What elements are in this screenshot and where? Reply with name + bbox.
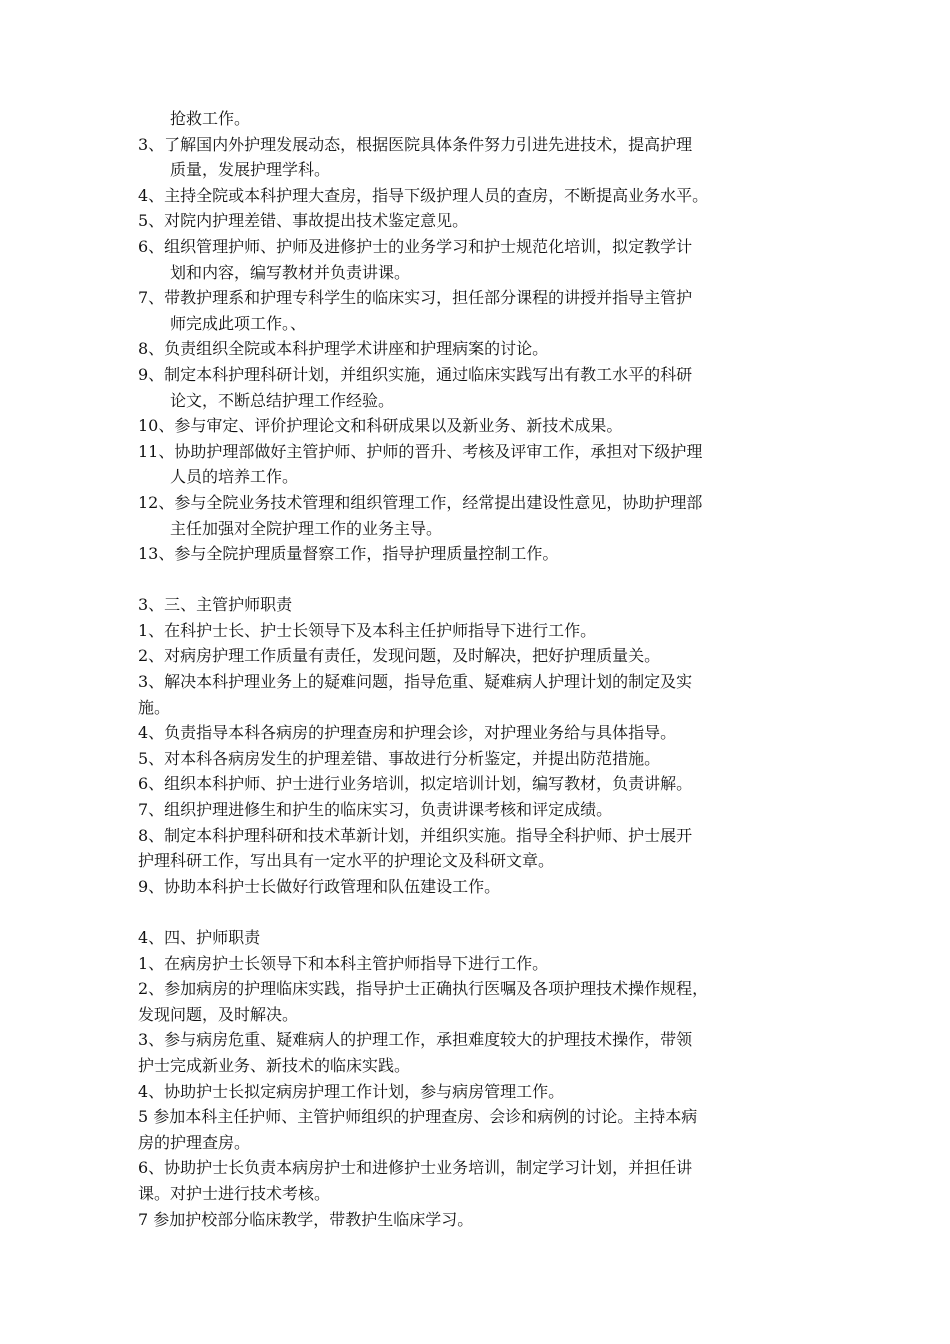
list-item-9-line2: 论文，不断总结护理工作经验。 bbox=[170, 390, 395, 410]
section4-line: 2、参加病房的护理临床实践，指导护士正确执行医嘱及各项护理技术操作规程， bbox=[138, 979, 709, 999]
list-item-7-line2: 师完成此项工作。、 bbox=[170, 313, 307, 333]
list-item-9-line1: 9、制定本科护理科研计划，并组织实施，通过临床实践写出有教工水平的科研 bbox=[138, 364, 693, 384]
section3-line: 4、负责指导本科各病房的护理查房和护理会诊，对护理业务给与具体指导。 bbox=[138, 723, 677, 743]
section4-line: 4、协助护士长拟定病房护理工作计划，参与病房管理工作。 bbox=[138, 1081, 565, 1101]
section-heading-supervisor-nurse: 3、三、主管护师职责 bbox=[138, 595, 293, 615]
section3-line: 施。 bbox=[138, 697, 171, 717]
section4-line: 7 参加护校部分临床教学，带教护生临床学习。 bbox=[138, 1209, 474, 1229]
continuation-line: 抢救工作。 bbox=[170, 109, 251, 128]
list-item-3-line2: 质量，发展护理学科。 bbox=[170, 160, 331, 180]
list-item-13: 13、参与全院护理质量督察工作，指导护理质量控制工作。 bbox=[138, 544, 559, 564]
list-item-11-line1: 11、协助护理部做好主管护师、护师的晋升、考核及评审工作，承担对下级护理 bbox=[138, 441, 703, 461]
section3-line: 7、组织护理进修生和护生的临床实习，负责讲课考核和评定成绩。 bbox=[138, 800, 613, 820]
section3-line: 5、对本科各病房发生的护理差错、事故进行分析鉴定，并提出防范措施。 bbox=[138, 748, 661, 768]
list-item-12-line2: 主任加强对全院护理工作的业务主导。 bbox=[170, 518, 443, 538]
list-item-10: 10、参与审定、评价护理论文和科研成果以及新业务、新技术成果。 bbox=[138, 416, 623, 436]
list-item-5: 5、对院内护理差错、事故提出技术鉴定意见。 bbox=[138, 211, 469, 231]
section4-line: 护士完成新业务、新技术的临床实践。 bbox=[138, 1055, 411, 1075]
list-item-7-line1: 7、带教护理系和护理专科学生的临床实习，担任部分课程的讲授并指导主管护 bbox=[138, 288, 693, 308]
list-item-8: 8、负责组织全院或本科护理学术讲座和护理病案的讨论。 bbox=[138, 339, 549, 359]
paragraph-gap bbox=[138, 899, 818, 925]
section3-line: 6、组织本科护师、护士进行业务培训，拟定培训计划，编写教材，负责讲解。 bbox=[138, 774, 693, 794]
section3-line: 3、解决本科护理业务上的疑难问题，指导危重、疑难病人护理计划的制定及实 bbox=[138, 672, 693, 692]
list-item-3-line1: 3、了解国内外护理发展动态，根据医院具体条件努力引进先进技术，提高护理 bbox=[138, 134, 693, 154]
section3-line: 护理科研工作，写出具有一定水平的护理论文及科研文章。 bbox=[138, 851, 555, 871]
section3-line: 8、制定本科护理科研和技术革新计划，并组织实施。指导全科护师、护士展开 bbox=[138, 825, 693, 845]
section3-line: 9、协助本科护士长做好行政管理和队伍建设工作。 bbox=[138, 876, 501, 896]
list-item-4: 4、主持全院或本科护理大查房，指导下级护理人员的查房，不断提高业务水平。 bbox=[138, 185, 709, 205]
list-item-12-line1: 12、参与全院业务技术管理和组织管理工作，经常提出建设性意见，协助护理部 bbox=[138, 492, 703, 512]
section4-line: 3、参与病房危重、疑难病人的护理工作，承担难度较大的护理技术操作，带领 bbox=[138, 1030, 693, 1050]
document-body bbox=[138, 106, 818, 1232]
section4-line: 房的护理查房。 bbox=[138, 1132, 251, 1152]
section4-line: 1、在病房护士长领导下和本科主管护师指导下进行工作。 bbox=[138, 953, 549, 973]
section4-line: 课。对护士进行技术考核。 bbox=[138, 1183, 331, 1203]
list-item-6-line2: 划和内容，编写教材并负责讲课。 bbox=[170, 262, 411, 282]
section4-line: 发现问题，及时解决。 bbox=[138, 1004, 299, 1024]
section3-line: 1、在科护士长、护士长领导下及本科主任护师指导下进行工作。 bbox=[138, 620, 597, 640]
list-item-6-line1: 6、组织管理护师、护师及进修护士的业务学习和护士规范化培训，拟定教学计 bbox=[138, 236, 693, 256]
section-heading-nurse: 4、四、护师职责 bbox=[138, 928, 261, 947]
section3-line: 2、对病房护理工作质量有责任，发现问题，及时解决，把好护理质量关。 bbox=[138, 646, 661, 666]
section4-line: 5 参加本科主任护师、主管护师组织的护理查房、会诊和病例的讨论。主持本病 bbox=[138, 1107, 698, 1127]
paragraph-gap bbox=[138, 567, 818, 593]
list-item-11-line2: 人员的培养工作。 bbox=[170, 467, 299, 487]
section4-line: 6、协助护士长负责本病房护士和进修护士业务培训，制定学习计划，并担任讲 bbox=[138, 1158, 693, 1178]
